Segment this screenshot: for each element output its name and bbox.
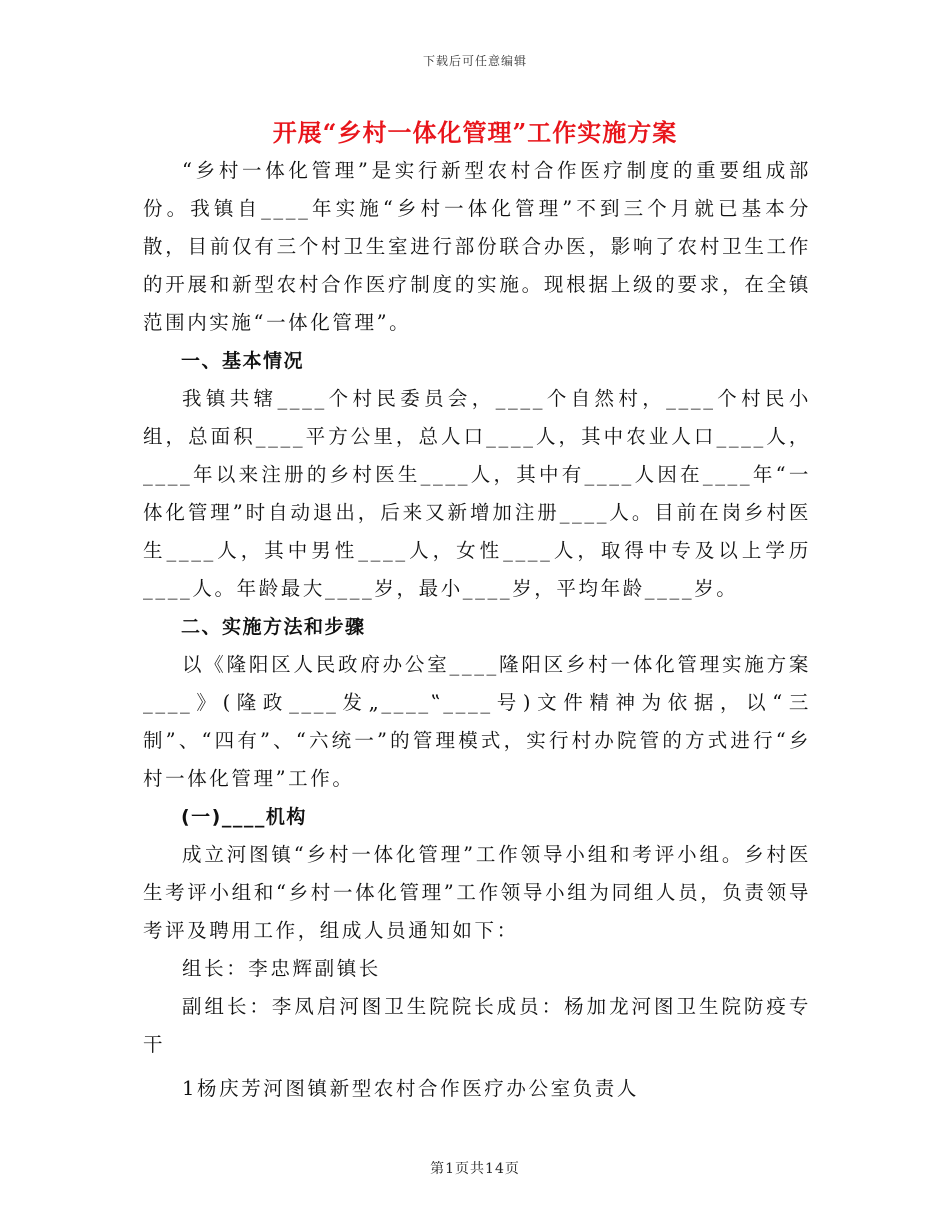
member-line: 1杨庆芳河图镇新型农村合作医疗办公室负责人 [182, 1077, 640, 1100]
methods-paragraph: 以《隆阳区人民政府办公室____隆阳区乡村一体化管理实施方案____》(隆政____发„____‟____号)文件精神为依据，以“三制”、“四有”、“六统一”的管理模式，实行村办院管的方式进行“乡村一体化管理”工作。 [143, 653, 811, 790]
group-leader-line: 组长：李忠辉副镇长 [182, 957, 381, 980]
organization-paragraph: 成立河图镇“乡村一体化管理”工作领导小组和考评小组。乡村医生考评小组和“乡村一体化管理”工作领导小组为同组人员，负责领导考评及聘用工作，组成人员通知如下： [143, 843, 811, 942]
document-body [143, 152, 811, 1108]
basic-situation-paragraph: 我镇共辖____个村民委员会，____个自然村，____个村民小组，总面积____平方公里，总人口____人，其中农业人口____人，____年以来注册的乡村医生____人，其中有____人因在____年“一体化管理”时自动退出，后来又新增加注册____人。目前在岗乡村医生____人，其中男性____人，女性____人，取得中专及以上学历____人。年龄最大____岁，最小____岁，平均年龄____岁。 [143, 387, 811, 600]
deputy-leader-line: 副组长：李凤启河图卫生院院长成员：杨加龙河图卫生院防疫专干 [143, 995, 811, 1056]
section-heading-basic-situation: 一、基本情况 [181, 350, 305, 372]
page-header: 下载后可任意编辑 [422, 54, 527, 68]
document-title: 开展“乡村一体化管理”工作实施方案 [272, 118, 678, 147]
intro-paragraph: “乡村一体化管理”是实行新型农村合作医疗制度的重要组成部份。我镇自____年实施“乡村一体化管理”不到三个月就已基本分散，目前仅有三个村卫生室进行部份联合办医，影响了农村卫生工作的开展和新型农村合作医疗制度的实施。现根据上级的要求，在全镇范围内实施“一体化管理”。 [143, 159, 811, 334]
section-heading-methods-steps: 二、实施方法和步骤 [181, 616, 366, 638]
subsection-heading-organization: (一)____机构 [181, 806, 307, 828]
page-footer: 第1页共14页 [430, 1161, 520, 1177]
